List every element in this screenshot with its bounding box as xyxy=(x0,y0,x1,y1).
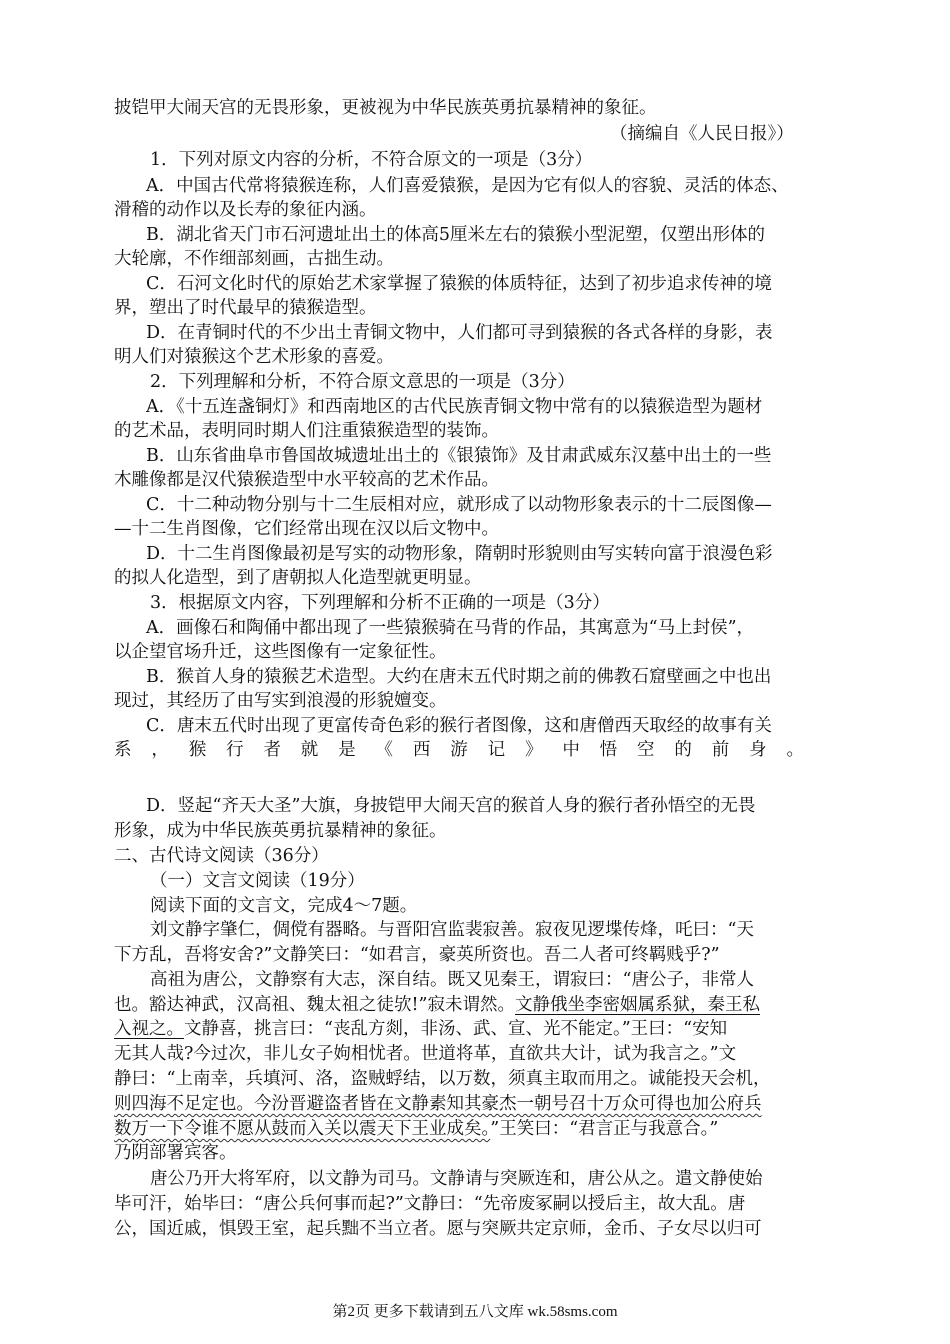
passage-line: 刘文静字肇仁，倜傥有器略。与晋阳宫监裴寂善。寂夜见逻堞传烽，吒曰：“天 xyxy=(150,920,754,940)
question-2: 2．下列理解和分析，不符合原文意思的一项是（3分） xyxy=(150,372,575,392)
char: 西 xyxy=(412,740,431,760)
char: ， xyxy=(151,740,169,760)
passage-line: 高祖为唐公，文静察有大志，深自结。既又见秦王，谓寂曰：“唐公子，非常人 xyxy=(150,970,754,990)
char: 记 xyxy=(487,740,506,760)
option-2d: D．十二生肖图像最初是写实的动物形象，隋朝时形貌则由写实转向富于浪漫色彩 xyxy=(146,544,773,564)
text-line: 大轮廓，不作细部刻画，古拙生动。 xyxy=(114,249,394,269)
char: 系 xyxy=(114,740,132,760)
text-line: 明人们对猿猴这个艺术形象的喜爱。 xyxy=(114,347,394,367)
passage-line: 乃阴部署宾客。 xyxy=(114,1143,237,1163)
wavy-underlined-text: 数万一下令谁不愿从鼓而入关以震天下王业成矣。 xyxy=(114,1119,491,1139)
char: 者 xyxy=(263,740,281,760)
instruction: 阅读下面的文言文，完成4～7题。 xyxy=(150,896,418,916)
section-heading: 二、古代诗文阅读（36分） xyxy=(114,846,329,866)
char: 身 xyxy=(749,740,767,760)
char: 《 xyxy=(375,740,394,760)
option-2a: A．《十五连盏铜灯》和西南地区的古代民族青铜文物中常有的以猿猴造型为题材 xyxy=(146,397,763,417)
underlined-sentence: 入视之。 xyxy=(114,1019,184,1039)
passage-line: 无其人哉?今过次，非儿女子姁相忧者。世道将革，直欲共大计，试为我言之。”文 xyxy=(114,1044,737,1064)
text-span: ”王笑曰：“君言正与我意合。” xyxy=(490,1119,719,1139)
option-1b: B．湖北省天门市石河遗址出土的体高5厘米左右的猿猴小型泥塑，仅塑出形体的 xyxy=(146,225,765,245)
text-line: 形象，成为中华民族英勇抗暴精神的象征。 xyxy=(114,821,447,841)
page-footer: 第2页 更多下载请到五八文库 wk.58sms.com xyxy=(332,1304,618,1320)
option-3a: A．画像石和陶俑中都出现了一些猿猴骑在马背的作品，其寓意为“马上封侯”， xyxy=(146,618,755,638)
subsection-heading: （一）文言文阅读（19分） xyxy=(150,871,365,891)
wavy-underlined-text: 则四海不足定也。今汾晋避盗者皆在文静素知其豪杰一朝号召十万众可得也加公府兵 xyxy=(114,1094,762,1114)
question-1: 1．下列对原文内容的分析，不符合原文的一项是（3分） xyxy=(150,150,593,170)
char: 的 xyxy=(674,740,692,760)
char: 行 xyxy=(226,740,244,760)
passage-line: 唐公乃开大将军府，以文静为司马。文静请与突厥连和，唐公从之。遣文静使始 xyxy=(150,1169,763,1189)
text-line: 披铠甲大闹天宫的无畏形象，更被视为中华民族英勇抗暴精神的象征。 xyxy=(114,98,657,118)
char: 。 xyxy=(786,740,804,760)
option-3d: D．竖起“齐天大圣”大旗，身披铠甲大闹天宫的猴首人身的猴行者孙悟空的无畏 xyxy=(146,796,756,816)
option-1a: A．中国古代常将猿猴连称，人们喜爱猿猴，是因为它有似人的容貌、灵活的体态、 xyxy=(146,176,789,196)
option-2c: C．十二种动物分别与十二生辰相对应，就形成了以动物形象表示的十二辰图像— xyxy=(146,495,772,515)
option-3c: C．唐末五代时出现了更富传奇色彩的猴行者图像，这和唐僧西天取经的故事有关 xyxy=(146,716,772,736)
char: 空 xyxy=(637,740,655,760)
option-3b: B．猴首人身的猿猴艺术造型。大约在唐末五代时期之前的佛教石窟壁画之中也出 xyxy=(146,667,772,687)
char: 》 xyxy=(524,740,543,760)
text-line: 木雕像都是汉代猿猴造型中水平较高的艺术作品。 xyxy=(114,470,499,490)
char: 就 xyxy=(300,740,319,760)
text-line: 滑稽的动作以及长寿的象征内涵。 xyxy=(114,200,377,220)
text-line: —十二生肖图像，它们经常出现在汉以后文物中。 xyxy=(114,519,499,539)
passage-line xyxy=(114,1017,840,1041)
text-line: 的艺术品，表明同时期人们注重猿猴造型的装饰。 xyxy=(114,421,499,441)
text-line: 现过，其经历了由写实到浪漫的形貌嬗变。 xyxy=(114,691,447,711)
passage-line: 下方乱，吾将安舍?”文静笑曰：“如君言，豪英所资也。吾二人者可终羁贱乎?” xyxy=(114,945,720,965)
passage-line xyxy=(114,1117,840,1141)
option-2b: B．山东省曲阜市鲁国故城遗址出土的《银猿饰》及甘肃武威东汉墓中出土的一些 xyxy=(146,446,772,466)
char: 前 xyxy=(711,740,730,760)
passage-line: 毕可汗，始毕曰：“唐公兵何事而起?”文静曰：“先帝废冢嗣以授后主，故大乱。唐 xyxy=(114,1194,746,1214)
char: 游 xyxy=(450,740,468,760)
passage-line: 公，国近戚，惧毁王室，起兵黜不当立者。愿与突厥共定京师，金币、子女尽以归可 xyxy=(114,1219,762,1239)
text-line: 以企望官场升迁，这些图像有一定象征性。 xyxy=(114,642,447,662)
char: 是 xyxy=(338,740,356,760)
text-line: 的拟人化造型，到了唐朝拟人化造型就更明显。 xyxy=(114,568,482,588)
text-span: 也。豁达神武，汉高祖、魏太祖之徒欤!”寂未谓然。 xyxy=(114,995,515,1015)
source-citation: （摘编自《人民日报》） xyxy=(610,124,794,144)
char: 悟 xyxy=(599,740,618,760)
passage-line xyxy=(114,1092,840,1116)
option-1c: C．石河文化时代的原始艺术家掌握了猿猴的体质特征，达到了初步追求传神的境 xyxy=(146,274,772,294)
text-line: 界，塑出了时代最早的猿猴造型。 xyxy=(114,298,377,318)
question-3: 3．根据原文内容，下列理解和分析不正确的一项是（3分） xyxy=(150,593,610,613)
char: 猴 xyxy=(188,740,207,760)
text-span: 文静喜，挑言曰：“丧乱方剡，非汤、武、宣、光不能定。”王曰：“安知 xyxy=(184,1019,728,1039)
char: 中 xyxy=(562,740,580,760)
underlined-sentence: 文静俄坐李密姻属系狱，秦王私 xyxy=(514,995,760,1015)
option-1d: D．在青铜时代的不少出土青铜文物中，人们都可寻到猿猴的各式各样的身影，表 xyxy=(146,323,773,343)
passage-line xyxy=(114,993,840,1017)
passage-line: 静曰：“上南幸，兵填河、洛，盗贼蜉结，以万数，须真主取而用之。诚能投天会机， xyxy=(114,1069,771,1089)
spread-text-line xyxy=(114,738,804,762)
